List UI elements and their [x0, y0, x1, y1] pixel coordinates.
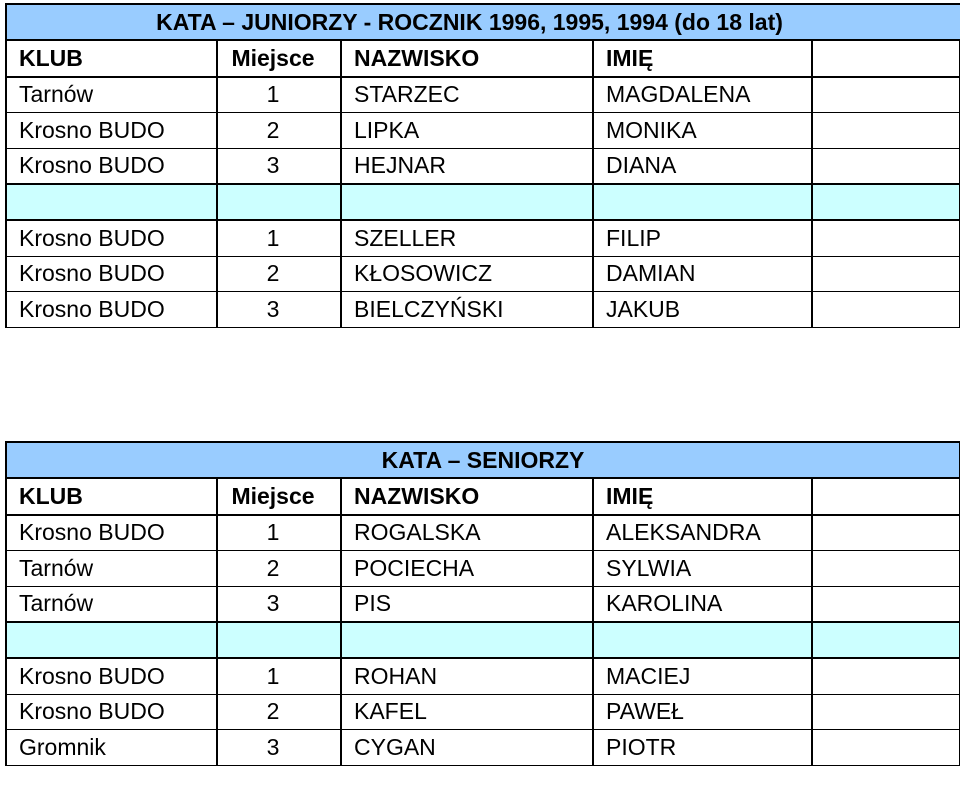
empty-cell — [812, 586, 960, 622]
surname-cell: PIS — [341, 586, 593, 622]
place-cell: 3 — [217, 292, 341, 327]
juniors-title-row — [6, 4, 960, 40]
first-name-cell: JAKUB — [593, 292, 812, 327]
first-name-cell: SYLWIA — [593, 551, 812, 586]
header-surname: NAZWISKO — [341, 40, 593, 76]
table-row — [6, 256, 960, 291]
first-name-cell: FILIP — [593, 220, 812, 256]
surname-cell: ROHAN — [341, 658, 593, 694]
place-cell: 1 — [217, 658, 341, 694]
separator-cell — [341, 622, 593, 658]
club-cell: Krosno BUDO — [6, 256, 217, 291]
first-name-cell: MACIEJ — [593, 658, 812, 694]
club-cell: Krosno BUDO — [6, 515, 217, 551]
header-surname: NAZWISKO — [341, 478, 593, 514]
group-separator-row — [6, 184, 960, 220]
first-name-cell: PIOTR — [593, 730, 812, 765]
header-empty-cell — [812, 478, 960, 514]
group-separator-row — [6, 622, 960, 658]
table-row — [6, 658, 960, 694]
place-cell: 3 — [217, 586, 341, 622]
place-cell: 2 — [217, 256, 341, 291]
table-row — [6, 292, 960, 327]
header-club: KLUB — [6, 40, 217, 76]
table-row — [6, 148, 960, 184]
surname-cell: ROGALSKA — [341, 515, 593, 551]
surname-cell: CYGAN — [341, 730, 593, 765]
place-cell: 2 — [217, 113, 341, 148]
table-row — [6, 586, 960, 622]
first-name-cell: PAWEŁ — [593, 694, 812, 729]
surname-cell: HEJNAR — [341, 148, 593, 184]
empty-cell — [812, 148, 960, 184]
place-cell: 2 — [217, 694, 341, 729]
separator-cell — [6, 184, 217, 220]
table-row — [6, 77, 960, 113]
separator-cell — [217, 184, 341, 220]
juniors-title: KATA – JUNIORZY - ROCZNIK 1996, 1995, 1994 (do 18 lat) — [6, 4, 812, 40]
place-cell: 1 — [217, 220, 341, 256]
empty-cell — [812, 658, 960, 694]
table-row — [6, 730, 960, 765]
surname-cell: KAFEL — [341, 694, 593, 729]
surname-cell: KŁOSOWICZ — [341, 256, 593, 291]
surname-cell: STARZEC — [341, 77, 593, 113]
separator-cell — [593, 622, 812, 658]
empty-cell — [812, 551, 960, 586]
juniors-header-row — [6, 40, 960, 76]
club-cell: Krosno BUDO — [6, 148, 217, 184]
first-name-cell: MONIKA — [593, 113, 812, 148]
table-row — [6, 113, 960, 148]
surname-cell: LIPKA — [341, 113, 593, 148]
club-cell: Gromnik — [6, 730, 217, 765]
juniors-title-filler — [812, 4, 960, 40]
empty-cell — [812, 292, 960, 327]
header-first-name: IMIĘ — [593, 40, 812, 76]
club-cell: Krosno BUDO — [6, 694, 217, 729]
separator-cell — [593, 184, 812, 220]
empty-cell — [812, 220, 960, 256]
club-cell: Krosno BUDO — [6, 658, 217, 694]
first-name-cell: ALEKSANDRA — [593, 515, 812, 551]
table-row — [6, 694, 960, 729]
empty-cell — [812, 694, 960, 729]
header-empty-cell — [812, 40, 960, 76]
place-cell: 3 — [217, 730, 341, 765]
first-name-cell: KAROLINA — [593, 586, 812, 622]
surname-cell: BIELCZYŃSKI — [341, 292, 593, 327]
header-place: Miejsce — [217, 40, 341, 76]
place-cell: 1 — [217, 515, 341, 551]
club-cell: Tarnów — [6, 586, 217, 622]
first-name-cell: DIANA — [593, 148, 812, 184]
separator-cell — [341, 184, 593, 220]
seniors-header-row — [6, 478, 960, 514]
empty-cell — [812, 256, 960, 291]
club-cell: Krosno BUDO — [6, 220, 217, 256]
table-row — [6, 220, 960, 256]
place-cell: 3 — [217, 148, 341, 184]
surname-cell: SZELLER — [341, 220, 593, 256]
empty-cell — [812, 730, 960, 765]
seniors-results-table — [5, 441, 960, 766]
first-name-cell: MAGDALENA — [593, 77, 812, 113]
empty-cell — [812, 515, 960, 551]
separator-cell — [812, 184, 960, 220]
separator-cell — [6, 622, 217, 658]
table-row — [6, 515, 960, 551]
place-cell: 2 — [217, 551, 341, 586]
header-club: KLUB — [6, 478, 217, 514]
place-cell: 1 — [217, 77, 341, 113]
seniors-title-row — [6, 442, 960, 478]
separator-cell — [812, 622, 960, 658]
juniors-results-table — [5, 3, 960, 328]
empty-cell — [812, 77, 960, 113]
first-name-cell: DAMIAN — [593, 256, 812, 291]
table-row — [6, 551, 960, 586]
club-cell: Krosno BUDO — [6, 292, 217, 327]
surname-cell: POCIECHA — [341, 551, 593, 586]
separator-cell — [217, 622, 341, 658]
club-cell: Tarnów — [6, 551, 217, 586]
club-cell: Krosno BUDO — [6, 113, 217, 148]
seniors-title: KATA – SENIORZY — [6, 442, 960, 478]
header-place: Miejsce — [217, 478, 341, 514]
empty-cell — [812, 113, 960, 148]
club-cell: Tarnów — [6, 77, 217, 113]
header-first-name: IMIĘ — [593, 478, 812, 514]
